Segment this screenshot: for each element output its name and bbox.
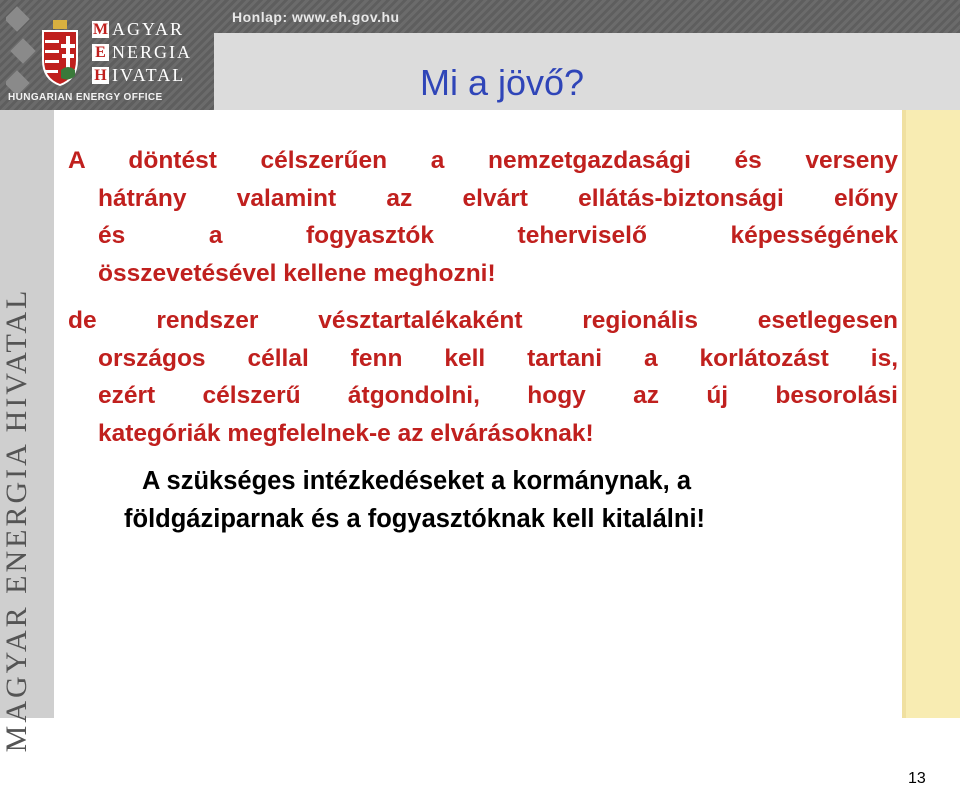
- logo-row: [92, 41, 212, 64]
- title-strip: [214, 33, 960, 110]
- text-line: földgáziparnak és a fogyasztóknak kell kitalálni!: [124, 505, 706, 533]
- logo-word: NERGIA: [112, 42, 192, 62]
- text-line: hátrány valamint az elvárt ellátás-biztonsági előny: [98, 184, 898, 212]
- text-line: kategóriák megfelelnek-e az elvárásoknak!: [98, 419, 594, 447]
- right-band-edge: [902, 110, 906, 718]
- website-url: Honlap: www.eh.gov.hu: [232, 9, 400, 25]
- logo: [0, 0, 214, 110]
- text-line: ezért célszerű átgondolni, hogy az új besorolási: [98, 382, 898, 409]
- slide-content: [54, 110, 926, 787]
- coat-of-arms-icon: [40, 20, 80, 86]
- text-line: összevetésével kellene meghozni!: [98, 259, 496, 287]
- logo-wordmark: [92, 18, 212, 87]
- slide-title: Mi a jövő?: [420, 62, 585, 103]
- left-sidebar: [0, 110, 54, 753]
- logo-row: [92, 18, 212, 41]
- paragraph-reserve: [68, 302, 898, 452]
- text-line: A szükséges intézkedéseket a kormánynak, a: [142, 467, 691, 495]
- logo-subtitle: HUNGARIAN ENERGY OFFICE: [8, 92, 163, 103]
- logo-row: [92, 64, 212, 87]
- paragraph-conclusion: [124, 462, 884, 538]
- text-line: és a fogyasztók teherviselő képességének: [98, 222, 898, 249]
- logo-initial: M: [92, 20, 109, 38]
- vertical-agency-name: MAGYAR ENERGIA HIVATAL: [0, 287, 33, 753]
- logo-initial: H: [92, 67, 109, 84]
- logo-word: AGYAR: [112, 19, 185, 39]
- page-number: 13: [908, 770, 926, 787]
- logo-initial: E: [92, 44, 109, 61]
- text-line: de rendszer vésztartalékaként regionális esetlegesen: [68, 307, 898, 334]
- text-line: A döntést célszerűen a nemzetgazdasági és verseny: [68, 147, 898, 174]
- right-decorative-band: [902, 110, 960, 718]
- logo-decoration-icon: [6, 6, 38, 102]
- paragraph-decision: [68, 142, 898, 292]
- text-line: országos céllal fenn kell tartani a korlátozást is,: [98, 344, 898, 372]
- logo-word: IVATAL: [112, 65, 186, 85]
